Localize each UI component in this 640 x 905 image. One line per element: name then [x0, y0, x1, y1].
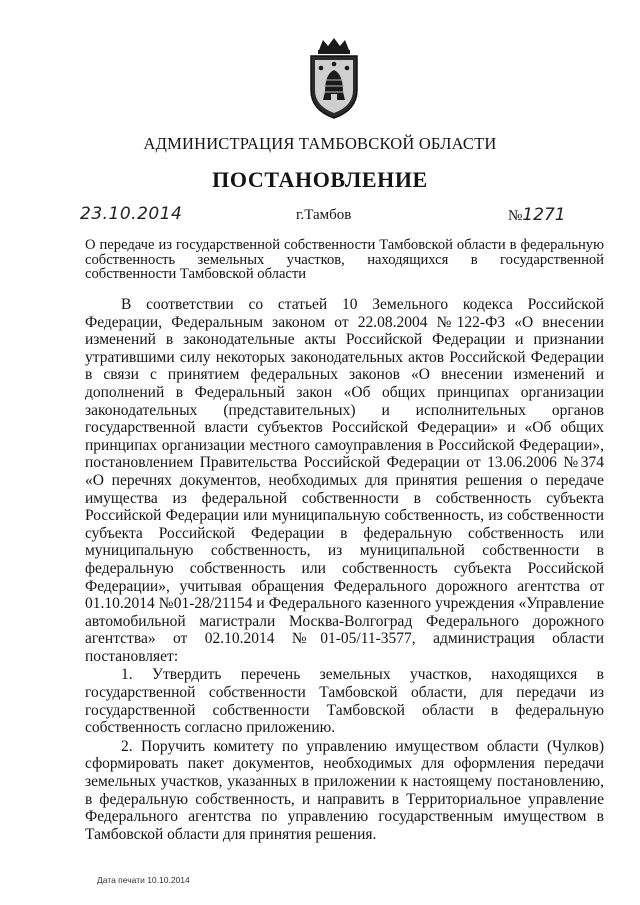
document-date: 23.10.2014 — [80, 204, 183, 224]
item-2-paragraph: 2. Поручить комитету по управлению имуществом области (Чулков) сформировать пакет документов, необходимых для оформления передачи земельных участков, указанных в приложении к настоящему постановлению, в федеральную собственность, и направить в Территориальное управление Федерального агентства по управлению государственным имуществом в Тамбовской области для принятия решения. — [85, 737, 604, 843]
document-body — [85, 296, 604, 844]
tambov-coat-of-arms-icon — [299, 36, 369, 120]
document-number — [508, 205, 566, 225]
organization-name: АДМИНИСТРАЦИЯ ТАМБОВСКОЙ ОБЛАСТИ — [143, 134, 497, 153]
number-value: 1271 — [522, 205, 566, 225]
number-prefix: № — [508, 208, 523, 224]
preamble-paragraph: В соответствии со статьей 10 Земельного кодекса Российской Федерации, Федеральным законом от 22.08.2004 №122-ФЗ «О внесении изменений в законодательные акты Российской Федерации и признании утратившими силу некоторых законодательных актов Российской Федерации в связи с принятием федеральных законов «О внесении изменений и дополнений в Федеральный закон «Об общих принципах организации законодательных (представительных) и исполнительных органов государственной власти субъектов Российской Федерации» и «Об общих принципах организации местного самоуправления в Российской Федерации», постановлением Правительства Российской Федерации от 13.06.2006 №374 «О перечнях документов, необходимых для принятия решения о передаче имущества из федеральной собственности в собственность субъекта Российской Федерации или муниципальную собственность, из собственности субъекта Российской Федерации в федеральную собственность или муниципальную собственность, из муниципальной собственности в федеральную собственность или собственность субъекта Российской Федерации», учитывая обращения Федерального дорожного агентства от 01.10.2014 №01-28/21154 и Федерального казенного учреждения «Управление автомобильной магистрали Москва-Волгоград Федерального дорожного агентства» от 02.10.2014 №01-05/11-3577, администрация области постановляет: — [85, 296, 604, 665]
document-subject: О передаче из государственной собственности Тамбовской области в федеральную собственность земельных участков, находящихся в государственной собственности Тамбовской области — [85, 237, 604, 282]
document-city: г.Тамбов — [296, 207, 352, 223]
print-date: Дата печати 10.10.2014 — [97, 875, 190, 885]
item-1-paragraph: 1. Утвердить перечень земельных участков, находящихся в государственной собственности Тамбовской области, для передачи из государственной собственности Тамбовской области в федеральную собственность согласно приложению. — [85, 666, 604, 737]
document-type: ПОСТАНОВЛЕНИЕ — [212, 167, 428, 192]
